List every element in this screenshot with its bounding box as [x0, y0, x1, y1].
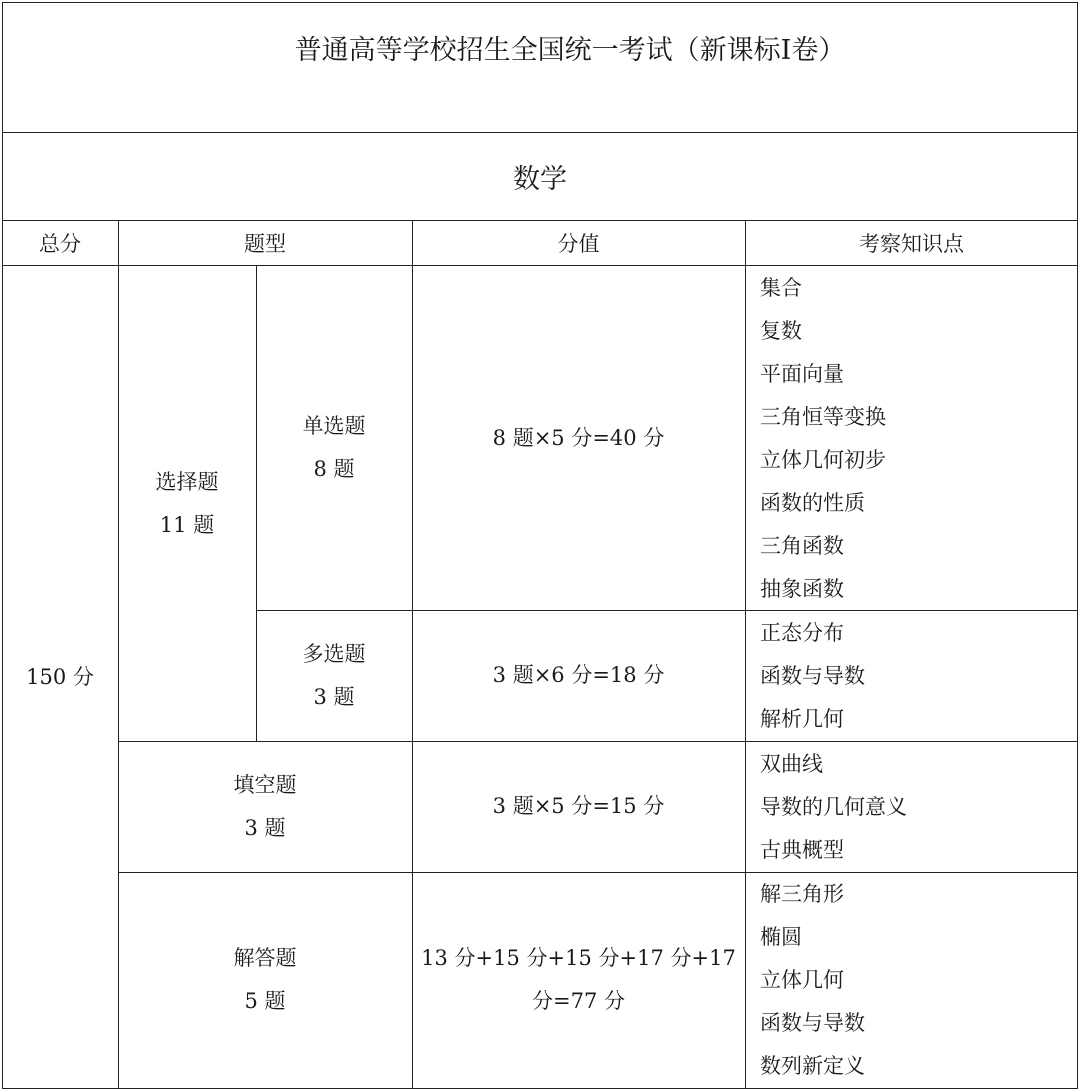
single-choice-count: 8 题 — [313, 456, 355, 481]
knowledge-item: 双曲线 — [760, 752, 823, 776]
single-choice-label: 单选题 — [302, 413, 366, 438]
free-response-score-line2: 分=77 分 — [532, 989, 625, 1013]
single-choice-knowledge — [760, 267, 886, 611]
single-choice-type — [256, 265, 412, 610]
multi-choice-type — [256, 610, 412, 741]
knowledge-item: 集合 — [760, 276, 802, 300]
col-divider-score — [745, 220, 746, 1089]
border-bottom — [2, 1088, 1078, 1089]
multi-choice-score: 3 题×6 分=18 分 — [492, 663, 665, 687]
knowledge-item: 三角恒等变换 — [760, 405, 886, 429]
exam-title: 普通高等学校招生全国统一考试（新课标Ⅰ卷） — [294, 35, 846, 66]
total-score: 150 分 — [26, 664, 94, 689]
knowledge-item: 解三角形 — [760, 882, 844, 906]
fill-blank-score: 3 题×5 分=15 分 — [492, 794, 665, 818]
knowledge-item: 立体几何 — [760, 968, 844, 992]
knowledge-item: 复数 — [760, 319, 802, 343]
knowledge-item: 导数的几何意义 — [760, 795, 907, 819]
subject-title: 数学 — [513, 163, 567, 195]
fill-blank-label: 填空题 — [233, 772, 297, 797]
multi-choice-label: 多选题 — [302, 641, 366, 666]
single-choice-score: 8 题×5 分=40 分 — [492, 426, 665, 450]
knowledge-item: 数列新定义 — [760, 1054, 865, 1078]
knowledge-item: 函数与导数 — [760, 1011, 865, 1035]
choice-count: 11 题 — [159, 512, 215, 537]
header-total: 总分 — [39, 231, 81, 256]
knowledge-item: 立体几何初步 — [760, 448, 886, 472]
choice-group — [118, 265, 256, 742]
knowledge-item: 函数与导数 — [760, 664, 865, 688]
knowledge-item: 平面向量 — [760, 362, 844, 386]
free-response-count: 5 题 — [244, 989, 286, 1013]
multi-choice-knowledge — [760, 612, 865, 741]
choice-label: 选择题 — [155, 469, 219, 494]
knowledge-item: 三角函数 — [760, 534, 844, 558]
multi-choice-count: 3 题 — [313, 684, 355, 709]
free-response-score — [412, 872, 745, 1088]
fill-blank-knowledge — [760, 743, 907, 872]
knowledge-item: 古典概型 — [760, 838, 844, 862]
knowledge-item: 解析几何 — [760, 707, 844, 731]
free-response-type — [118, 872, 412, 1088]
knowledge-item: 椭圆 — [760, 925, 802, 949]
knowledge-item: 正态分布 — [760, 621, 844, 645]
border-top — [2, 2, 1078, 3]
free-response-score-line1: 13 分+15 分+15 分+17 分+17 — [421, 946, 736, 970]
fill-blank-type — [118, 741, 412, 872]
fill-blank-count: 3 题 — [244, 815, 286, 840]
knowledge-item: 抽象函数 — [760, 577, 844, 601]
header-score: 分值 — [557, 231, 600, 256]
free-response-knowledge — [760, 873, 865, 1088]
header-type: 题型 — [244, 231, 286, 256]
free-response-label: 解答题 — [233, 946, 297, 970]
header-knowledge: 考察知识点 — [859, 231, 964, 256]
knowledge-item: 函数的性质 — [760, 491, 865, 515]
